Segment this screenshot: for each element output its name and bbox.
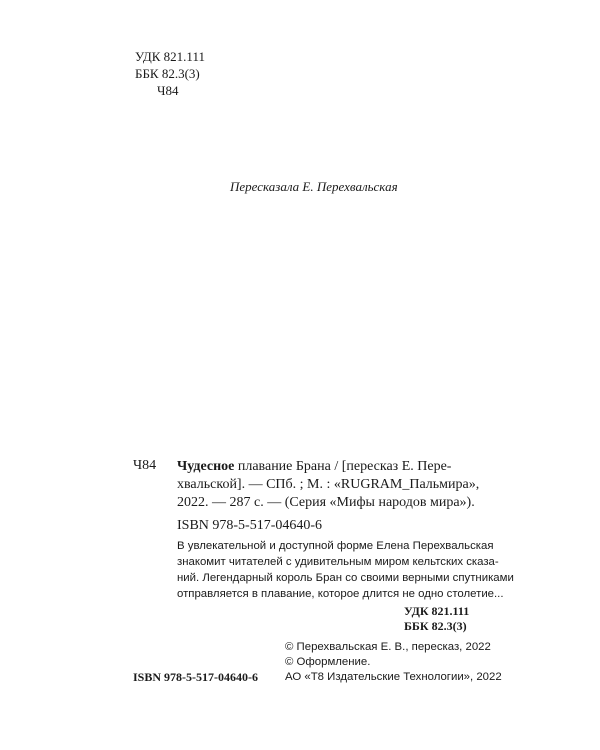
top-classification-codes bbox=[135, 48, 205, 99]
retold-by-line: Пересказала Е. Перехвальская bbox=[230, 179, 398, 194]
bbk-code: ББК 82.3(3) bbox=[135, 66, 200, 81]
bbk-code-bottom: ББК 82.3(3) bbox=[404, 619, 467, 633]
annotation bbox=[177, 538, 514, 602]
copyright-block bbox=[285, 640, 502, 685]
annotation-line-3: ний. Легендарный король Бран со своими верными спутниками bbox=[177, 572, 514, 584]
entry-line-2: хвальской]. — СПб. ; М. : «RUGRAM_Пальмира», bbox=[177, 477, 480, 492]
udk-code-bottom: УДК 821.111 bbox=[404, 604, 470, 618]
author-sign: Ч84 bbox=[157, 83, 179, 98]
entry-line-1-rest: плавание Брана / [пересказ Е. Пере- bbox=[237, 459, 452, 474]
entry-author-sign: Ч84 bbox=[133, 458, 157, 473]
entry-line-1 bbox=[177, 458, 495, 476]
isbn-bottom: ISBN 978-5-517-04640-6 bbox=[133, 670, 258, 684]
bottom-classification-codes bbox=[404, 604, 469, 634]
copyright-line-2: © Оформление. bbox=[285, 656, 371, 668]
udk-code: УДК 821.111 bbox=[135, 49, 205, 64]
annotation-line-2: знакомит читателей с удивительным миром кельтских сказа- bbox=[177, 556, 499, 568]
copyright-line-3: АО «Т8 Издательские Технологии», 2022 bbox=[285, 671, 502, 683]
annotation-line-4: отправляется в плавание, которое длится не одно столетие... bbox=[177, 588, 504, 600]
copyright-line-1: © Перехвальская Е. В., пересказ, 2022 bbox=[285, 641, 491, 653]
entry-line-3: 2022. — 287 с. — (Серия «Мифы народов мира»). bbox=[177, 495, 475, 510]
annotation-line-1: В увлекательной и доступной форме Елена Перехвальская bbox=[177, 540, 494, 552]
entry-title: Чудесное bbox=[177, 459, 235, 474]
isbn-main: ISBN 978-5-517-04640-6 bbox=[177, 518, 323, 533]
bibliographic-entry bbox=[177, 458, 495, 512]
